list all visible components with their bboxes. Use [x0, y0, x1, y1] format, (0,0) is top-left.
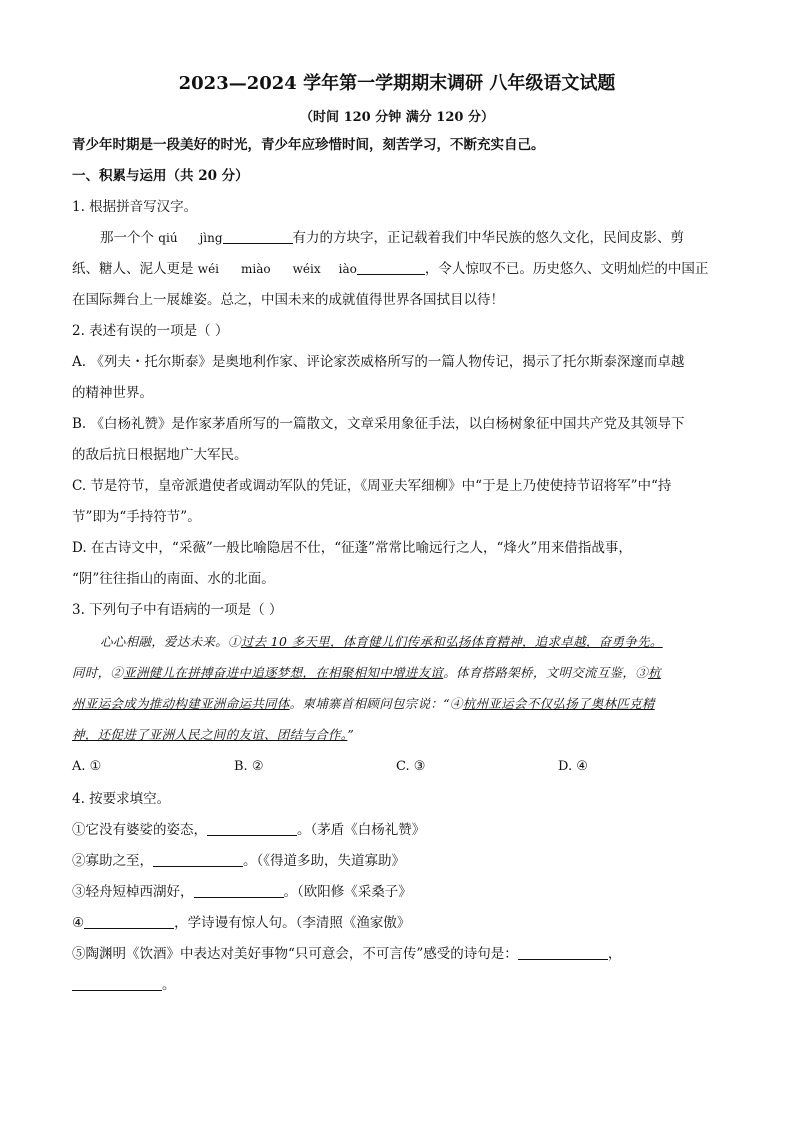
- underlined-sentence-1: 过去 10 多天里，体育健儿们传承和弘扬体育精神，追求卓越，奋勇争先。: [240, 634, 663, 649]
- q1-text: 有力的方块字，正记载着我们中华民族的悠久文化，民间皮影、剪: [292, 230, 685, 246]
- answer-blank[interactable]: [84, 914, 174, 929]
- exam-subtitle: （时间 120 分钟 满分 120 分）: [300, 110, 494, 125]
- q2-option-d: D. 在古诗文中，“采薇”一般比喻隐居不仕，“征蓬”常常比喻远行之人，“烽火”用来借指战事，: [72, 540, 632, 556]
- answer-blank[interactable]: [357, 260, 425, 275]
- q4-text: 。（《得道多助，失道寡助》: [243, 853, 405, 869]
- pinyin: iào: [338, 262, 357, 276]
- answer-blank[interactable]: [194, 883, 284, 898]
- q3-option-c[interactable]: C. ③: [396, 759, 426, 774]
- q3-option-d[interactable]: D. ④: [558, 759, 588, 774]
- pinyin: miào: [241, 262, 271, 276]
- q4-item-1: [72, 815, 722, 846]
- passage-text: 心心相融，爱达未来。①: [100, 634, 241, 649]
- q3-option-b[interactable]: B. ②: [234, 759, 264, 774]
- q4-item-2: [72, 846, 722, 877]
- q4-text: 。（欧阳修《采桑子》: [283, 884, 412, 900]
- pinyin: wéi: [197, 262, 220, 276]
- answer-blank[interactable]: [223, 229, 293, 244]
- q4-text: ②寡助之至，: [72, 853, 153, 869]
- q1-line-3: 在国际舞台上一展雄姿。总之，中国未来的成就值得世界各国拭目以待！: [72, 292, 504, 308]
- passage-text: 。体育搭路架桥，文明交流互鉴，③: [443, 665, 649, 680]
- q4-text: ③轻舟短棹西湖好，: [72, 884, 194, 900]
- q2-option-c: C. 节是符节，皇帝派遣使者或调动军队的凭证，《周亚夫军细柳》中“于是上乃使使持节诏将军”中“持: [72, 478, 672, 494]
- q3-options: [72, 750, 722, 784]
- passage-text: 同时，②: [72, 665, 124, 680]
- q1-text: ，令人惊叹不已。历史悠久、文明灿烂的中国正: [424, 261, 709, 277]
- motto: 青少年时期是一段美好的时光，青少年应珍惜时间，刻苦学习，不断充实自己。: [72, 137, 545, 153]
- underlined-sentence-2: 亚洲健儿在拼搏奋进中追逐梦想，在相聚相知中增进友谊: [123, 665, 444, 680]
- q2-stem: 2. 表述有误的一项是（ ）: [72, 323, 229, 339]
- q1-line-2: [72, 254, 722, 285]
- q4-text: ⑤陶渊明《饮酒》中表达对美好事物“只可意会，不可言传”感受的诗句是：: [72, 946, 518, 962]
- q2-option-b: B. 《白杨礼赞》是作家茅盾所写的一篇散文，文章采用象征手法，以白杨树象征中国共产党及其领导下: [72, 416, 685, 432]
- q4-item-3: [72, 877, 722, 908]
- q4-item-5-cont: [72, 970, 722, 1001]
- underlined-sentence-3: 杭: [648, 665, 661, 680]
- q2-option-c-cont: 节”即为“手持符节”。: [72, 509, 201, 525]
- answer-blank[interactable]: [153, 852, 243, 867]
- q2-option-a: A. 《列夫・托尔斯泰》是奥地利作家、评论家茨威格所写的一篇人物传记，揭示了托尔斯泰深邃而卓越: [72, 354, 685, 370]
- q3-passage-line-1: [72, 626, 722, 657]
- exam-title: 2023—2024 学年第一学期期末调研 八年级语文试题: [178, 73, 616, 94]
- passage-text: 。柬埔寨首相顾问包宗说：“④: [289, 696, 463, 711]
- q1-line-1: [72, 223, 722, 254]
- answer-blank[interactable]: [207, 821, 297, 836]
- pinyin: jìng: [199, 231, 223, 245]
- underlined-sentence-3: 州亚运会成为推动构建亚洲命运共同体: [72, 696, 290, 711]
- exam-page: [72, 70, 722, 1001]
- q3-passage-line-2: [72, 657, 722, 688]
- q4-stem: 4. 按要求填空。: [72, 791, 171, 807]
- underlined-sentence-4: 杭州亚运会不仅弘扬了奥林匹克精: [462, 696, 655, 711]
- pinyin: wéix: [292, 262, 321, 276]
- q4-text: ，: [607, 946, 622, 962]
- q3-stem: 3. 下列句子中有语病的一项是（ ）: [72, 602, 283, 618]
- q2-option-d-cont: “阴”往往指山的南面、水的北面。: [72, 571, 275, 587]
- q1-text: 那一个个: [100, 230, 154, 246]
- answer-blank[interactable]: [72, 976, 162, 991]
- q4-text: ①它没有婆娑的姿态，: [72, 822, 207, 838]
- q4-text: 。: [162, 977, 176, 993]
- q4-text: 。（茅盾《白杨礼赞》: [297, 822, 426, 838]
- passage-text: ”: [347, 727, 355, 742]
- q2-option-b-cont: 的敌后抗日根据地广大军民。: [72, 447, 248, 463]
- q1-stem: 1. 根据拼音写汉字。: [72, 199, 198, 215]
- pinyin: qiú: [158, 231, 178, 245]
- q4-text: ④: [72, 915, 85, 931]
- underlined-sentence-4: 神，还促进了亚洲人民之间的友谊、团结与合作。: [72, 727, 348, 742]
- q4-item-4: [72, 908, 722, 939]
- q3-passage-line-3: [72, 688, 722, 719]
- q4-text: ，学诗谩有惊人句。（李清照《渔家傲》: [174, 915, 411, 931]
- q2-option-a-cont: 的精神世界。: [72, 385, 153, 401]
- answer-blank[interactable]: [518, 945, 608, 960]
- q3-passage-line-4: [72, 719, 722, 750]
- q1-text: 纸、糖人、泥人更是: [72, 261, 194, 277]
- section-heading: 一、积累与运用（共 20 分）: [72, 168, 249, 184]
- q3-option-a[interactable]: A. ①: [72, 759, 102, 774]
- q4-item-5: [72, 939, 722, 970]
